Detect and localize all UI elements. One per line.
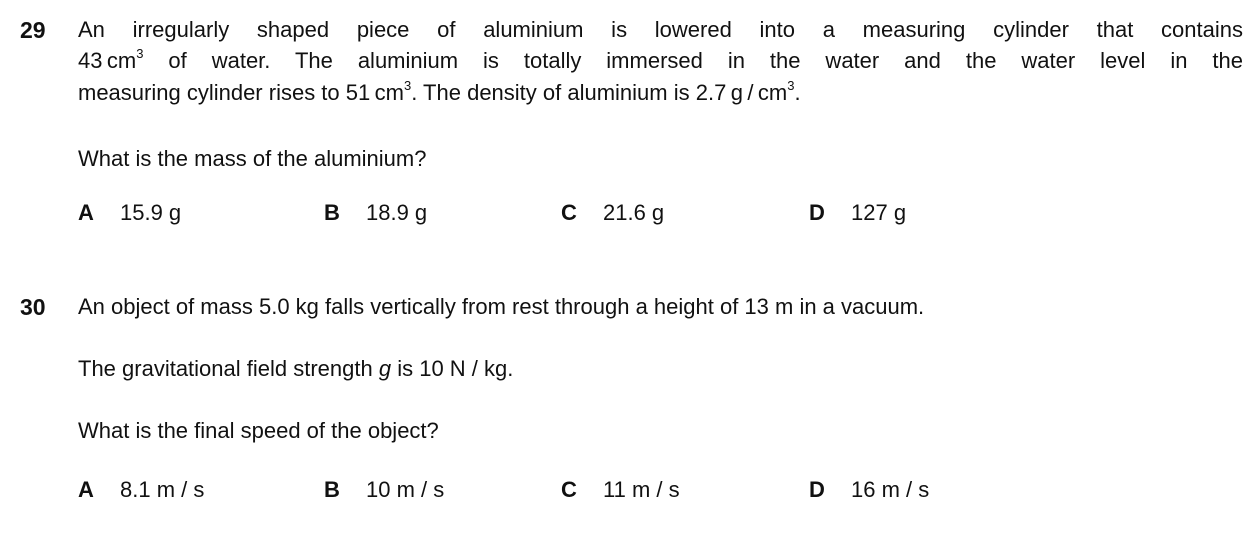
option-letter: C [561, 200, 577, 225]
volume-initial: 43 [78, 48, 103, 73]
option-letter: A [78, 200, 94, 225]
option-value: 15.9 g [120, 200, 182, 225]
question-text: The gravitational field strength [78, 356, 379, 381]
question-text: is 10 N / kg. [391, 356, 514, 381]
density-value: 2.7 [695, 80, 727, 105]
option-value: 21.6 g [603, 200, 665, 225]
superscript: 3 [404, 78, 412, 93]
question-29-line-1 [78, 17, 1243, 43]
option-value: 127 g [851, 200, 907, 225]
volume-final: 51 [345, 80, 371, 105]
question-29-line-2 [78, 48, 1243, 74]
question-text: of water. The aluminium is totally immersed in the water and the water level in the [143, 48, 1243, 73]
option-value: 18.9 g [366, 200, 428, 225]
option-value: 16 m / s [851, 477, 930, 502]
option-value: 8.1 m / s [120, 477, 205, 502]
option-b[interactable] [324, 200, 427, 226]
question-30-gfs-line [78, 356, 513, 382]
question-prompt: What is the final speed of the object? [78, 418, 439, 443]
option-value: 11 m / s [603, 477, 680, 502]
option-b[interactable] [324, 477, 444, 503]
option-letter: B [324, 200, 340, 225]
option-d[interactable] [809, 477, 929, 503]
option-letter: D [809, 200, 825, 225]
question-text: An irregularly shaped piece of aluminium is lowered into a measuring cylinder that contains [78, 17, 1243, 42]
question-text: . [794, 80, 801, 105]
option-a[interactable] [78, 200, 181, 226]
unit: cm [757, 80, 788, 105]
question-text: measuring cylinder rises to [78, 80, 346, 105]
question-text: An object of mass 5.0 kg falls vertically from rest through a height of 13 m in a vacuum. [78, 294, 925, 319]
option-value: 10 m / s [366, 477, 445, 502]
unit: / [747, 80, 754, 105]
option-a[interactable] [78, 477, 204, 503]
symbol-g: g [378, 356, 392, 381]
question-prompt: What is the mass of the aluminium? [78, 146, 427, 171]
option-c[interactable] [561, 477, 680, 503]
question-29-line-3 [78, 80, 801, 106]
unit: g [730, 80, 743, 105]
question-text: . The density of aluminium is [411, 80, 696, 105]
superscript: 3 [787, 78, 795, 93]
question-number: 29 [20, 17, 46, 43]
option-c[interactable] [561, 200, 664, 226]
question-number: 30 [20, 294, 46, 320]
option-letter: B [324, 477, 340, 502]
option-letter: A [78, 477, 94, 502]
unit: cm [106, 48, 137, 73]
option-letter: D [809, 477, 825, 502]
superscript: 3 [136, 46, 144, 61]
option-letter: C [561, 477, 577, 502]
option-d[interactable] [809, 200, 906, 226]
unit: cm [374, 80, 404, 105]
